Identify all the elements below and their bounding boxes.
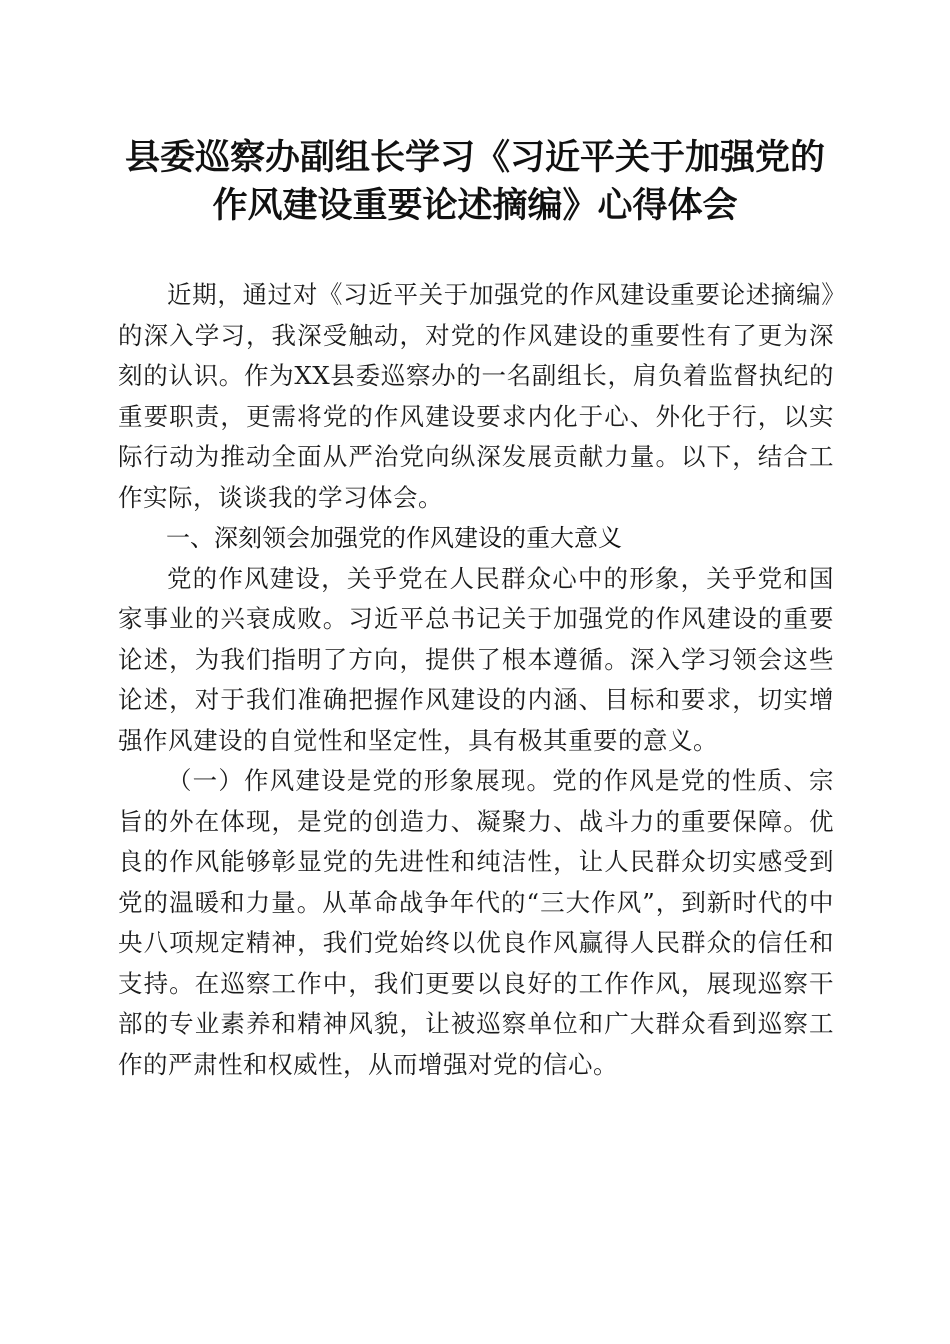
document-body [118, 275, 834, 1085]
section-1-paragraph: 党的作风建设，关乎党在人民群众心中的形象，关乎党和国家事业的兴衰成败。习近平总书记关于加强党的作风建设的重要论述，为我们指明了方向，提供了根本遵循。深入学习领会这些论述，对于我们准确把握作风建设的内涵、目标和要求，切实增强作风建设的自觉性和坚定性，具有极其重要的意义。 [118, 563, 834, 755]
subsection-1-lead: （一）作风建设是党的形象展现。 [167, 766, 553, 795]
page-title [100, 134, 850, 230]
title-line-2: 作风建设重要论述摘编》心得体会 [212, 185, 738, 226]
section-1-heading: 一、深刻领会加强党的作风建设的重大意义 [166, 524, 622, 552]
subsection-1-text: 党的作风是党的性质、宗旨的外在体现，是党的创造力、凝聚力、战斗力的重要保障。优良的作风能够彰显党的先进性和纯洁性，让人民群众切实感受到党的温暖和力量。从革命战争年代的“三大作风”，到新时代的中央八项规定精神，我们党始终以优良作风赢得人民群众的信任和支持。在巡察工作中，我们更要以良好的工作作风，展现巡察干部的专业素养和精神风貌，让被巡察单位和广大群众看到巡察工作的严肃性和权威性，从而增强对党的信心。 [118, 766, 835, 1079]
subsection-1-paragraph [118, 761, 834, 1085]
intro-paragraph: 近期，通过对《习近平关于加强党的作风建设重要论述摘编》的深入学习，我深受触动，对党的作风建设的重要性有了更为深刻的认识。作为XX县委巡察办的一名副组长，肩负着监督执纪的重要职责，更需将党的作风建设要求内化于心、外化于行，以实际行动为推动全面从严治党向纵深发展贡献力量。以下，结合工作实际，谈谈我的学习体会。 [118, 280, 834, 512]
title-line-1: 县委巡察办副组长学习《习近平关于加强党的 [124, 137, 825, 178]
